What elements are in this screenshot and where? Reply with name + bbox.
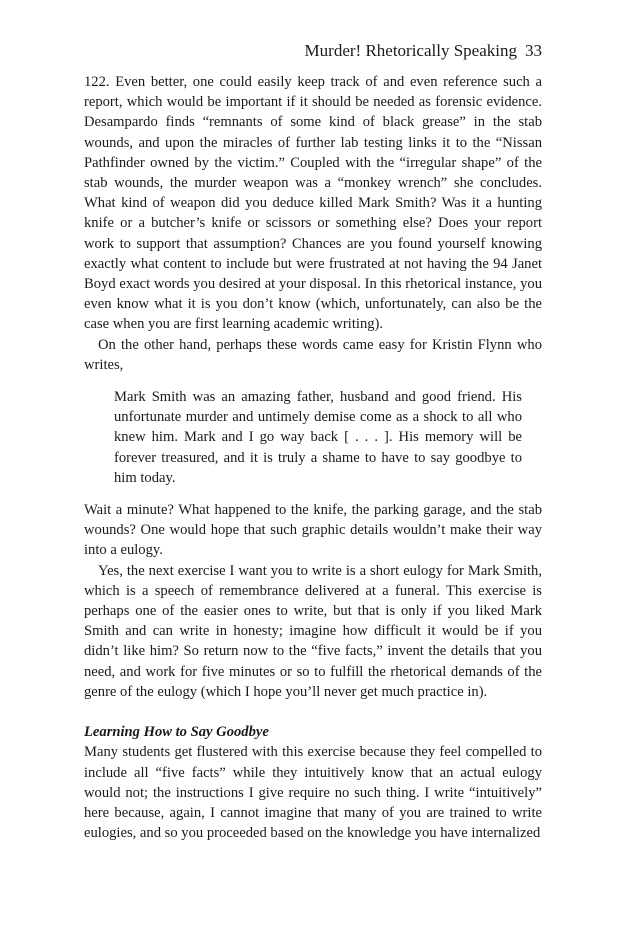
running-head [84, 40, 542, 62]
paragraph-1: 122. Even better, one could easily keep track of and even reference such a report, which would be important if it should be needed as forensic evidence. Desampardo finds “remnants of some kind of black grease” in the stab wounds, and upon the miracles of further lab testing links it to the “Nissan Pathfinder owned by the victim.” Coupled with the “irregular shape” of the stab wounds, the murder weapon was a “monkey wrench” she concludes. What kind of weapon did you deduce killed Mark Smith? Was it a hunting knife or a butcher’s knife or scissors or something else? Does your report work to support that assumption? Chances are you found yourself knowing exactly what content to include but were frustrated at not having the 94 Janet Boyd exact words you desired at your disposal. In this rhetorical instance, you even know what it is you don’t know (which, unfortunately, can also be the case when you are first learning academic writing). [84, 74, 542, 333]
running-title: Murder! Rhetorically Speaking [304, 41, 517, 60]
paragraph-4: Yes, the next exercise I want you to write is a short eulogy for Mark Smith, which is a speech of remembrance delivered at a funeral. This exercise is perhaps one of the easier ones to write, but that is only if you liked Mark Smith and can write in honesty; imagine how difficult it would be if you didn’t like him? So return now to the “five facts,” invent the details that you need, and work for five minutes or so to fulfill the rhetorical demands of the genre of the eulogy (which I hope you’ll never get much practice in). [84, 562, 542, 700]
block-quote: Mark Smith was an amazing father, husband and good friend. His unfortunate murder and untimely demise come as a shock to all who knew him. Mark and I go way back [ . . . ]. His memory will be forever treasured, and it is truly a shame to have to say goodbye to him today. [114, 389, 522, 486]
section-heading: Learning How to Say Goodbye [84, 724, 269, 741]
document-page [84, 40, 542, 843]
paragraph-2: On the other hand, perhaps these words came easy for Kristin Flynn who writes, [84, 336, 542, 373]
paragraph-3: Wait a minute? What happened to the knife, the parking garage, and the stab wounds? One would hope that such graphic details wouldn’t make their way into a eulogy. [84, 502, 542, 559]
paragraph-5: Many students get flustered with this exercise because they feel compelled to include all “five facts” while they intuitively know that an actual eulogy would not; the instructions I give require no such thing. I write “intuitively” here because, again, I cannot imagine that many of you are trained to write eulogies, and so you proceeded based on the knowledge you have internalized [84, 744, 542, 842]
page-number: 33 [525, 41, 542, 60]
